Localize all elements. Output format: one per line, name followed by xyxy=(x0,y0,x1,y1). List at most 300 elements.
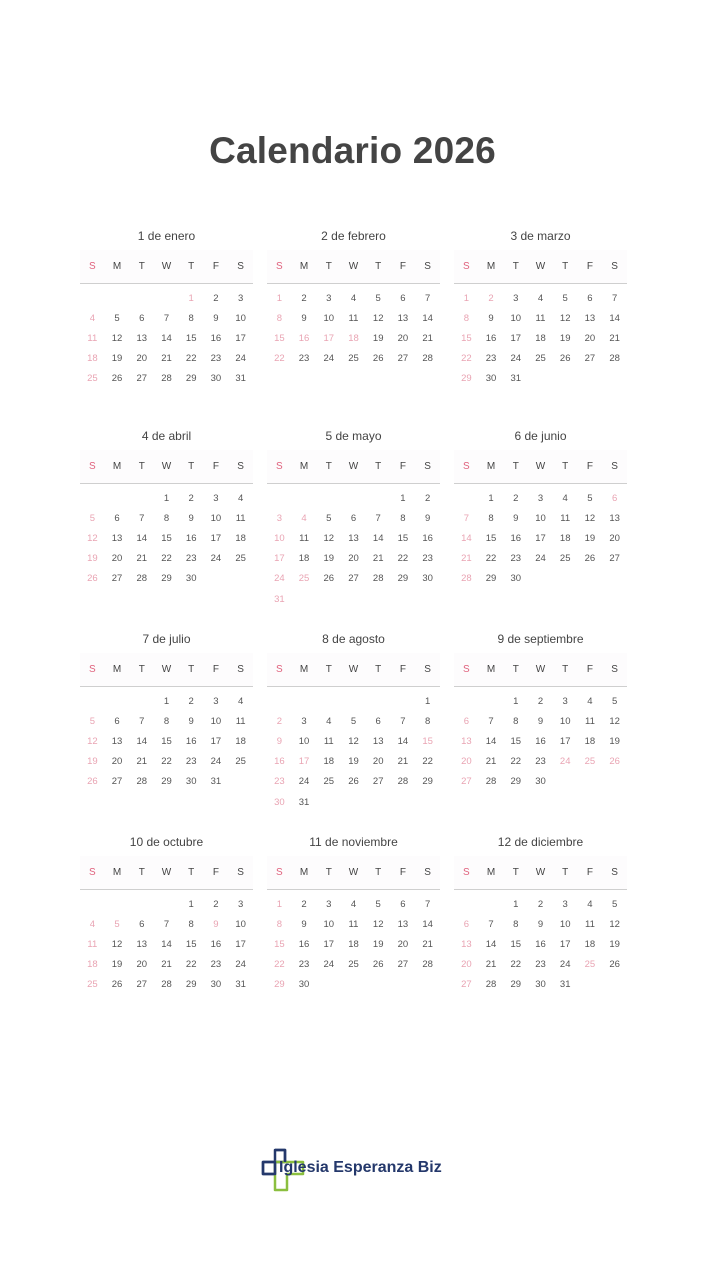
day-cell: 8 xyxy=(163,715,170,727)
day-cell: 17 xyxy=(323,938,335,950)
weekday-label: S xyxy=(611,664,618,675)
day-cell: 29 xyxy=(485,573,497,585)
day-cell: 25 xyxy=(298,573,310,585)
day-cell: 7 xyxy=(488,918,494,930)
day-cell: 7 xyxy=(463,512,469,524)
day-cell: 17 xyxy=(559,735,571,747)
weekday-label: W xyxy=(348,461,359,472)
day-cell: 13 xyxy=(372,735,384,747)
weekday-label: F xyxy=(586,867,593,878)
day-cell: 26 xyxy=(348,776,359,788)
day-cell: 18 xyxy=(235,735,246,747)
day-cell: 11 xyxy=(560,512,571,524)
day-cell: 14 xyxy=(372,532,384,544)
day-cell: 28 xyxy=(609,353,620,365)
day-cell: 24 xyxy=(235,353,246,365)
weekday-label: F xyxy=(586,461,593,472)
day-cell: 7 xyxy=(424,898,431,910)
weekday-header-row xyxy=(80,450,253,484)
month-name: 4 de abril xyxy=(141,429,192,443)
day-cell: 28 xyxy=(136,573,148,585)
day-cell: 12 xyxy=(323,532,335,544)
weekday-header-row xyxy=(267,250,440,284)
day-cell: 11 xyxy=(87,938,98,950)
day-cell: 2 xyxy=(276,715,282,727)
weekday-label: M xyxy=(299,867,309,878)
day-cell: 7 xyxy=(400,715,406,727)
day-cell: 16 xyxy=(210,938,222,950)
weekday-label: F xyxy=(399,867,406,878)
day-cell: 12 xyxy=(609,918,620,930)
day-cell: 4 xyxy=(562,492,568,504)
day-cell: 27 xyxy=(461,979,472,991)
day-cell: 29 xyxy=(510,979,522,991)
day-cell: 3 xyxy=(213,695,219,707)
weekday-label: W xyxy=(161,261,172,272)
weekday-label: S xyxy=(463,664,470,675)
weekday-label: T xyxy=(138,664,145,675)
day-cell: 18 xyxy=(87,353,98,365)
day-cell: 27 xyxy=(372,776,384,788)
day-cell: 26 xyxy=(609,756,620,768)
day-cell: 1 xyxy=(463,292,469,304)
weekday-label: T xyxy=(512,461,519,472)
day-cell: 10 xyxy=(535,512,546,524)
weekday-label: W xyxy=(348,867,359,878)
weekday-label: S xyxy=(611,261,618,272)
day-cell: 10 xyxy=(210,715,222,727)
weekday-label: M xyxy=(486,261,496,272)
day-cell: 9 xyxy=(301,918,307,930)
day-cell: 14 xyxy=(397,735,409,747)
day-cell: 28 xyxy=(461,573,472,585)
weekday-label: T xyxy=(138,261,145,272)
day-cell: 30 xyxy=(535,979,546,991)
day-cell: 26 xyxy=(87,776,98,788)
day-cell: 12 xyxy=(111,332,123,344)
day-cell: 6 xyxy=(463,715,469,727)
day-cell: 31 xyxy=(510,373,522,385)
weekday-header-row xyxy=(454,856,627,890)
day-cell: 30 xyxy=(535,776,546,788)
day-cell: 13 xyxy=(397,918,409,930)
day-cell: 14 xyxy=(136,532,148,544)
day-cell: 15 xyxy=(397,532,409,544)
weekday-label: S xyxy=(611,461,618,472)
day-cell: 13 xyxy=(111,735,123,747)
day-cell: 15 xyxy=(422,735,433,747)
weekday-label: T xyxy=(512,261,519,272)
day-cell: 5 xyxy=(587,492,593,504)
day-cell: 3 xyxy=(237,292,244,304)
day-grid xyxy=(267,691,440,812)
day-cell: 9 xyxy=(276,735,282,747)
weekday-label: T xyxy=(375,664,382,675)
month-name: 3 de marzo xyxy=(510,229,571,243)
month-block xyxy=(454,828,627,1028)
day-cell: 6 xyxy=(587,292,593,304)
day-cell: 4 xyxy=(350,898,357,910)
day-cell: 26 xyxy=(372,959,384,971)
day-cell: 2 xyxy=(537,898,544,910)
month-name: 9 de septiembre xyxy=(497,632,584,646)
day-cell: 12 xyxy=(372,918,384,930)
day-cell: 14 xyxy=(136,735,148,747)
day-cell: 27 xyxy=(348,573,359,585)
day-cell: 28 xyxy=(422,959,433,971)
day-cell: 25 xyxy=(535,353,546,365)
day-cell: 15 xyxy=(485,532,497,544)
day-cell: 7 xyxy=(488,715,494,727)
day-cell: 18 xyxy=(559,532,571,544)
day-cell: 4 xyxy=(237,695,244,707)
day-cell: 10 xyxy=(510,312,522,324)
day-cell: 14 xyxy=(461,532,472,544)
day-cell: 4 xyxy=(237,492,244,504)
day-cell: 16 xyxy=(185,735,197,747)
day-cell: 5 xyxy=(611,695,618,707)
weekday-label: S xyxy=(424,664,431,675)
day-cell: 3 xyxy=(513,292,519,304)
brand-name: Iglesia Esperanza Biz xyxy=(279,1159,442,1176)
day-cell: 1 xyxy=(424,695,431,707)
day-cell: 2 xyxy=(537,695,544,707)
weekday-header-row xyxy=(454,450,627,484)
day-cell: 9 xyxy=(424,512,431,524)
weekday-label: T xyxy=(375,261,382,272)
day-cell: 10 xyxy=(274,532,285,544)
weekday-label: W xyxy=(161,461,172,472)
day-cell: 27 xyxy=(461,776,472,788)
day-cell: 10 xyxy=(323,312,335,324)
month-block xyxy=(80,222,253,422)
day-cell: 7 xyxy=(139,512,145,524)
day-cell: 7 xyxy=(163,312,170,324)
weekday-label: S xyxy=(463,867,470,878)
day-cell: 30 xyxy=(210,979,222,991)
day-cell: 19 xyxy=(372,332,384,344)
day-cell: 28 xyxy=(136,776,148,788)
day-cell: 15 xyxy=(274,938,285,950)
weekday-label: W xyxy=(348,261,359,272)
day-cell: 2 xyxy=(488,292,494,304)
day-cell: 26 xyxy=(609,959,620,971)
day-cell: 11 xyxy=(535,312,546,324)
day-cell: 8 xyxy=(276,918,282,930)
month-name: 12 de diciembre xyxy=(497,835,584,849)
weekday-label: T xyxy=(562,867,569,878)
day-cell: 17 xyxy=(559,938,571,950)
day-cell: 9 xyxy=(488,312,494,324)
day-cell: 11 xyxy=(323,735,334,747)
weekday-label: M xyxy=(112,261,122,272)
day-cell: 2 xyxy=(301,292,307,304)
day-cell: 31 xyxy=(298,796,310,808)
day-cell: 5 xyxy=(89,512,95,524)
day-cell: 21 xyxy=(397,756,409,768)
day-cell: 13 xyxy=(609,512,620,524)
day-cell: 3 xyxy=(562,695,568,707)
day-cell: 15 xyxy=(274,332,285,344)
month-name: 2 de febrero xyxy=(321,229,386,243)
day-grid xyxy=(80,288,253,389)
day-cell: 19 xyxy=(559,332,571,344)
day-cell: 1 xyxy=(488,492,494,504)
day-grid xyxy=(454,691,627,792)
month-name: 11 de noviembre xyxy=(309,835,398,849)
day-cell: 7 xyxy=(611,292,618,304)
day-cell: 20 xyxy=(461,756,472,768)
day-cell: 1 xyxy=(163,492,170,504)
day-cell: 31 xyxy=(210,776,222,788)
day-cell: 14 xyxy=(422,312,433,324)
day-cell: 11 xyxy=(348,918,359,930)
day-cell: 6 xyxy=(463,918,469,930)
day-cell: 24 xyxy=(510,353,522,365)
day-cell: 25 xyxy=(559,553,571,565)
day-cell: 17 xyxy=(235,332,246,344)
day-cell: 12 xyxy=(348,735,359,747)
day-cell: 13 xyxy=(397,312,409,324)
weekday-label: F xyxy=(212,664,219,675)
weekday-label: M xyxy=(299,261,309,272)
day-cell: 30 xyxy=(422,573,433,585)
day-cell: 23 xyxy=(185,553,197,565)
day-cell: 31 xyxy=(274,593,285,605)
day-cell: 25 xyxy=(235,553,246,565)
day-cell: 8 xyxy=(400,512,406,524)
weekday-label: T xyxy=(512,867,519,878)
day-cell: 19 xyxy=(372,938,384,950)
day-cell: 31 xyxy=(559,979,571,991)
day-cell: 9 xyxy=(188,512,194,524)
day-cell: 8 xyxy=(513,715,519,727)
day-cell: 4 xyxy=(301,512,307,524)
weekday-label: T xyxy=(188,664,195,675)
day-cell: 23 xyxy=(298,353,310,365)
day-cell: 18 xyxy=(348,332,359,344)
day-cell: 11 xyxy=(87,332,98,344)
day-cell: 25 xyxy=(348,959,359,971)
day-cell: 14 xyxy=(485,735,497,747)
month-block xyxy=(454,422,627,625)
day-cell: 29 xyxy=(161,573,172,585)
day-cell: 5 xyxy=(326,512,332,524)
day-cell: 2 xyxy=(513,492,519,504)
month-block xyxy=(80,828,253,1028)
weekday-header-row xyxy=(454,250,627,284)
weekday-label: T xyxy=(325,261,332,272)
day-cell: 21 xyxy=(161,353,172,365)
weekday-label: S xyxy=(89,867,96,878)
day-cell: 12 xyxy=(584,512,596,524)
day-cell: 24 xyxy=(210,553,222,565)
day-cell: 29 xyxy=(274,979,285,991)
day-cell: 1 xyxy=(276,898,282,910)
day-grid xyxy=(454,288,627,389)
day-cell: 8 xyxy=(513,918,519,930)
day-cell: 14 xyxy=(485,938,497,950)
day-cell: 25 xyxy=(323,776,335,788)
weekday-label: S xyxy=(237,261,244,272)
day-cell: 6 xyxy=(350,512,357,524)
day-cell: 20 xyxy=(461,959,472,971)
day-cell: 13 xyxy=(461,735,472,747)
month-block xyxy=(80,625,253,828)
weekday-label: F xyxy=(212,261,219,272)
day-cell: 4 xyxy=(587,695,593,707)
day-cell: 9 xyxy=(537,918,544,930)
day-cell: 5 xyxy=(375,898,381,910)
day-cell: 15 xyxy=(161,735,172,747)
day-cell: 10 xyxy=(323,918,335,930)
day-cell: 12 xyxy=(87,532,98,544)
month-block xyxy=(267,222,440,422)
weekday-header-row xyxy=(80,653,253,687)
day-cell: 19 xyxy=(609,735,620,747)
day-cell: 17 xyxy=(535,532,546,544)
weekday-label: S xyxy=(89,461,96,472)
day-cell: 25 xyxy=(584,959,596,971)
month-block xyxy=(267,625,440,828)
weekday-header-row xyxy=(80,250,253,284)
weekday-label: W xyxy=(161,867,172,878)
day-cell: 16 xyxy=(422,532,433,544)
day-grid xyxy=(267,894,440,995)
day-cell: 17 xyxy=(235,938,246,950)
day-cell: 2 xyxy=(213,292,219,304)
day-cell: 9 xyxy=(513,512,519,524)
day-cell: 16 xyxy=(298,938,310,950)
day-cell: 4 xyxy=(326,715,332,727)
day-cell: 14 xyxy=(422,918,433,930)
month-name: 10 de octubre xyxy=(129,835,204,849)
day-cell: 23 xyxy=(210,959,222,971)
day-cell: 13 xyxy=(461,938,472,950)
day-cell: 9 xyxy=(188,715,194,727)
day-cell: 29 xyxy=(161,776,172,788)
weekday-label: W xyxy=(348,664,359,675)
month-name: 1 de enero xyxy=(137,229,196,243)
day-cell: 30 xyxy=(298,979,310,991)
weekday-label: S xyxy=(237,461,244,472)
day-cell: 27 xyxy=(136,373,148,385)
day-cell: 16 xyxy=(210,332,222,344)
day-cell: 22 xyxy=(461,353,472,365)
weekday-label: M xyxy=(112,867,122,878)
weekday-label: T xyxy=(562,261,569,272)
page-title: Calendario 2026 xyxy=(209,130,496,171)
day-cell: 2 xyxy=(301,898,307,910)
day-cell: 22 xyxy=(161,756,172,768)
day-cell: 8 xyxy=(188,918,194,930)
day-cell: 18 xyxy=(535,332,546,344)
day-cell: 19 xyxy=(323,553,335,565)
day-cell: 15 xyxy=(185,332,197,344)
day-cell: 9 xyxy=(537,715,544,727)
day-cell: 1 xyxy=(276,292,282,304)
day-cell: 11 xyxy=(584,715,595,727)
day-cell: 21 xyxy=(136,553,148,565)
day-cell: 3 xyxy=(562,898,568,910)
day-cell: 4 xyxy=(89,918,95,930)
day-cell: 20 xyxy=(372,756,384,768)
day-cell: 31 xyxy=(235,979,246,991)
weekday-header-row xyxy=(80,856,253,890)
day-cell: 20 xyxy=(397,332,409,344)
day-cell: 7 xyxy=(375,512,381,524)
day-cell: 3 xyxy=(301,715,307,727)
day-cell: 14 xyxy=(161,332,172,344)
weekday-label: T xyxy=(375,461,382,472)
day-cell: 7 xyxy=(163,918,170,930)
day-cell: 6 xyxy=(400,898,406,910)
weekday-label: T xyxy=(138,867,145,878)
day-cell: 18 xyxy=(235,532,246,544)
weekday-label: M xyxy=(112,461,122,472)
day-cell: 1 xyxy=(400,492,406,504)
day-cell: 23 xyxy=(422,553,433,565)
day-cell: 18 xyxy=(584,735,596,747)
day-cell: 8 xyxy=(163,512,170,524)
day-cell: 30 xyxy=(185,776,197,788)
day-grid xyxy=(80,691,253,792)
day-cell: 3 xyxy=(276,512,282,524)
day-cell: 13 xyxy=(136,332,148,344)
day-cell: 8 xyxy=(276,312,282,324)
day-cell: 24 xyxy=(323,959,335,971)
day-cell: 1 xyxy=(188,898,194,910)
day-cell: 11 xyxy=(235,715,246,727)
day-cell: 13 xyxy=(348,532,359,544)
day-cell: 16 xyxy=(485,332,497,344)
day-cell: 26 xyxy=(87,573,98,585)
day-cell: 19 xyxy=(111,959,123,971)
day-cell: 16 xyxy=(185,532,197,544)
day-cell: 27 xyxy=(136,979,148,991)
day-cell: 22 xyxy=(397,553,409,565)
day-cell: 24 xyxy=(235,959,246,971)
day-cell: 30 xyxy=(185,573,197,585)
month-block xyxy=(454,222,627,422)
day-cell: 22 xyxy=(274,353,285,365)
day-cell: 8 xyxy=(488,512,494,524)
weekday-label: S xyxy=(463,261,470,272)
day-cell: 23 xyxy=(510,553,522,565)
day-cell: 28 xyxy=(161,979,172,991)
day-cell: 26 xyxy=(111,979,123,991)
day-cell: 28 xyxy=(422,353,433,365)
day-cell: 5 xyxy=(114,312,120,324)
day-cell: 13 xyxy=(584,312,596,324)
weekday-label: T xyxy=(562,461,569,472)
day-cell: 19 xyxy=(87,553,98,565)
day-cell: 16 xyxy=(274,756,285,768)
day-cell: 30 xyxy=(510,573,522,585)
day-cell: 20 xyxy=(111,756,123,768)
day-cell: 26 xyxy=(372,353,384,365)
weekday-label: M xyxy=(299,461,309,472)
day-cell: 21 xyxy=(485,959,497,971)
day-cell: 30 xyxy=(210,373,222,385)
weekday-label: S xyxy=(611,867,618,878)
day-cell: 11 xyxy=(584,918,595,930)
weekday-label: T xyxy=(325,867,332,878)
day-cell: 18 xyxy=(323,756,335,768)
day-cell: 15 xyxy=(510,735,522,747)
day-cell: 7 xyxy=(139,715,145,727)
day-cell: 5 xyxy=(375,292,381,304)
